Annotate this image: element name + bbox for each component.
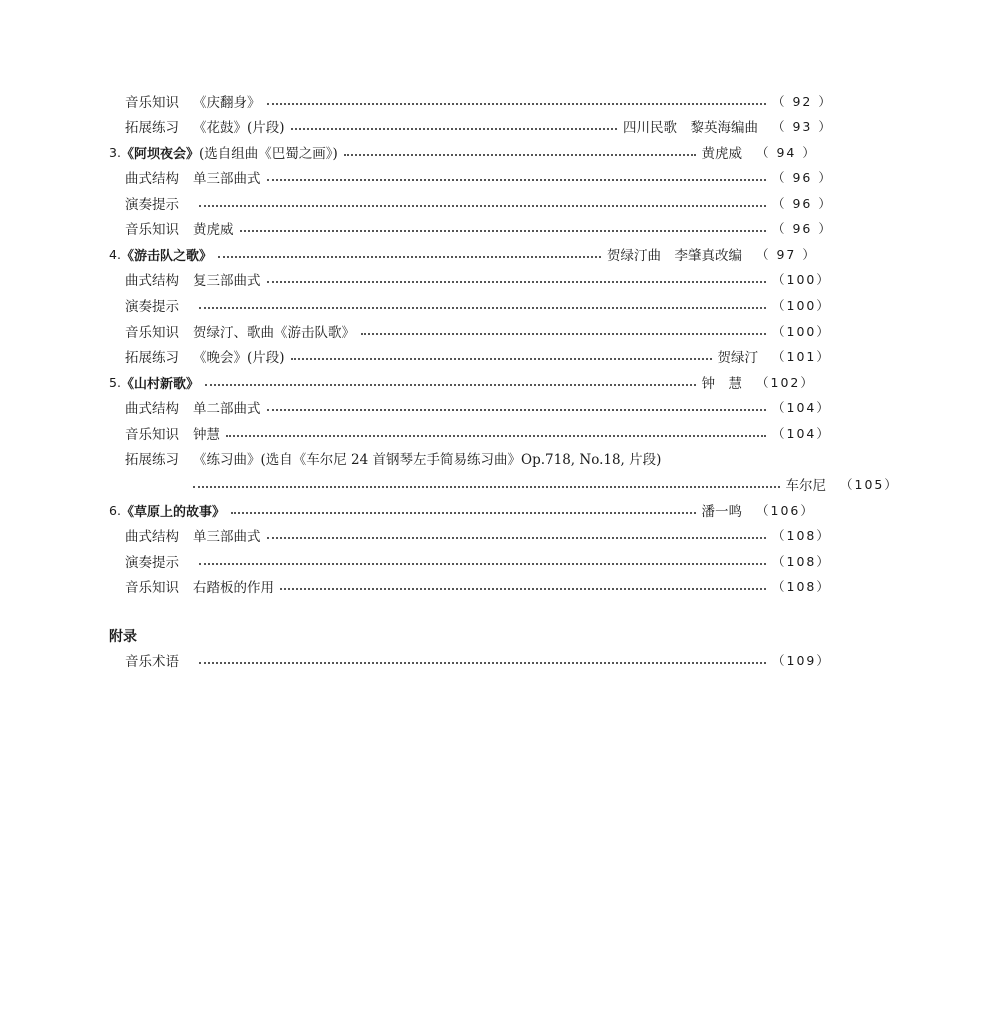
entry-author: 车尔尼 (785, 478, 826, 494)
leader-dots (267, 102, 767, 105)
page-number: （108） (772, 579, 831, 594)
leader-dots (218, 255, 601, 258)
toc-entry[interactable] (0, 446, 925, 470)
entry-author: 贺绿汀 (717, 350, 758, 366)
toc-entry[interactable] (0, 216, 925, 240)
entry-description: 《晚会》(片段) (193, 350, 285, 366)
entry-description: 钟慧 (193, 427, 220, 443)
page-number: （102） (756, 375, 815, 390)
toc-entry[interactable] (0, 574, 925, 598)
leader-dots (280, 587, 766, 590)
page-number: （ 96 ） (772, 221, 833, 236)
leader-dots (291, 127, 617, 130)
entry-description: 《练习曲》(选自《车尔尼 24 首钢琴左手简易练习曲》Op.718, No.18, 片段) (193, 452, 662, 468)
leader-dots (199, 562, 766, 565)
leader-dots (361, 332, 766, 335)
toc-entry[interactable] (0, 395, 925, 419)
leader-dots (267, 178, 767, 181)
entry-category: 演奏提示 (125, 299, 179, 315)
leader-dots (231, 511, 696, 514)
entry-description: 单三部曲式 (193, 529, 261, 545)
chapter-number: 4. (109, 246, 121, 262)
leader-dots (344, 153, 696, 156)
leader-dots (205, 383, 696, 386)
page-number: （ 92 ） (772, 94, 833, 109)
entry-description: 贺绿汀、歌曲《游击队歌》 (193, 325, 355, 341)
entry-category: 演奏提示 (125, 197, 179, 213)
page-number: （ 96 ） (772, 196, 833, 211)
toc-entry[interactable] (0, 165, 925, 189)
entry-category: 拓展练习 (125, 350, 179, 366)
leader-dots (199, 661, 766, 664)
chapter-title: 《阿坝夜会》 (120, 146, 199, 162)
toc-chapter-entry[interactable] (0, 370, 909, 394)
entry-category: 音乐知识 (125, 222, 179, 238)
entry-category: 音乐知识 (125, 427, 179, 443)
toc-entry-continuation[interactable] (0, 472, 993, 496)
entry-category: 拓展练习 (125, 120, 179, 136)
leader-dots (193, 485, 780, 488)
toc-entry[interactable] (0, 549, 925, 573)
toc-entry[interactable] (0, 114, 925, 138)
page-number: （101） (772, 349, 831, 364)
entry-category: 音乐术语 (125, 654, 179, 670)
toc-entry[interactable] (0, 191, 925, 215)
entry-description: 单三部曲式 (193, 171, 261, 187)
page-number: （108） (772, 528, 831, 543)
entry-category: 音乐知识 (125, 325, 179, 341)
page-number: （104） (772, 400, 831, 415)
page-number: （ 97 ） (756, 247, 817, 262)
leader-dots (267, 536, 767, 539)
chapter-number: 5. (109, 374, 121, 390)
page-number: （105） (840, 477, 899, 492)
entry-author: 潘一鸣 (701, 504, 742, 520)
entry-category: 音乐知识 (125, 95, 179, 111)
entry-category: 音乐知识 (125, 580, 179, 596)
entry-category: 演奏提示 (125, 555, 179, 571)
page-number: （108） (772, 554, 831, 569)
leader-dots (199, 204, 766, 207)
page-number: （100） (772, 324, 831, 339)
toc-entry[interactable] (0, 89, 925, 113)
toc-entry[interactable] (0, 293, 925, 317)
toc-entry[interactable] (0, 319, 925, 343)
chapter-title: 《游击队之歌》 (120, 248, 212, 264)
entry-category: 拓展练习 (125, 452, 179, 468)
page-number: （100） (772, 272, 831, 287)
page-number: （109） (772, 653, 831, 668)
leader-dots (199, 306, 766, 309)
entry-description: 右踏板的作用 (193, 580, 274, 596)
toc-entry[interactable] (0, 344, 925, 368)
toc-chapter-entry[interactable] (0, 242, 909, 266)
entry-description: 黄虎威 (193, 222, 234, 238)
page-number: （100） (772, 298, 831, 313)
leader-dots (267, 408, 767, 411)
toc-entry[interactable] (0, 523, 925, 547)
entry-author: 黄虎威 (701, 146, 742, 162)
chapter-title: 《草原上的故事》 (120, 504, 225, 520)
page-number: （ 94 ） (756, 145, 817, 160)
entry-description: 单二部曲式 (193, 401, 261, 417)
entry-author: 四川民歌 黎英海编曲 (623, 120, 758, 136)
toc-chapter-entry[interactable] (0, 140, 909, 164)
page-number: （ 93 ） (772, 119, 833, 134)
toc-entry[interactable] (0, 267, 925, 291)
entry-description: (选自组曲《巴蜀之画》) (198, 146, 338, 162)
leader-dots (226, 434, 766, 437)
leader-dots (240, 229, 767, 232)
entry-description: 《庆翻身》 (193, 95, 261, 111)
toc-entry[interactable] (0, 648, 925, 672)
appendix-heading: 附录 (109, 629, 137, 645)
chapter-number: 3. (109, 144, 121, 160)
toc-entry[interactable] (0, 421, 925, 445)
entry-category: 曲式结构 (125, 171, 179, 187)
page-number: （104） (772, 426, 831, 441)
chapter-number: 6. (109, 502, 121, 518)
leader-dots (291, 357, 712, 360)
toc-chapter-entry[interactable] (0, 498, 909, 522)
entry-description: 复三部曲式 (193, 273, 261, 289)
page-number: （ 96 ） (772, 170, 833, 185)
entry-author: 贺绿汀曲 李肇真改编 (607, 248, 742, 264)
entry-author: 钟 慧 (701, 376, 742, 392)
entry-category: 曲式结构 (125, 529, 179, 545)
entry-category: 曲式结构 (125, 273, 179, 289)
entry-description: 《花鼓》(片段) (193, 120, 285, 136)
page-number: （106） (756, 503, 815, 518)
chapter-title: 《山村新歌》 (120, 376, 199, 392)
entry-category: 曲式结构 (125, 401, 179, 417)
leader-dots (267, 280, 767, 283)
